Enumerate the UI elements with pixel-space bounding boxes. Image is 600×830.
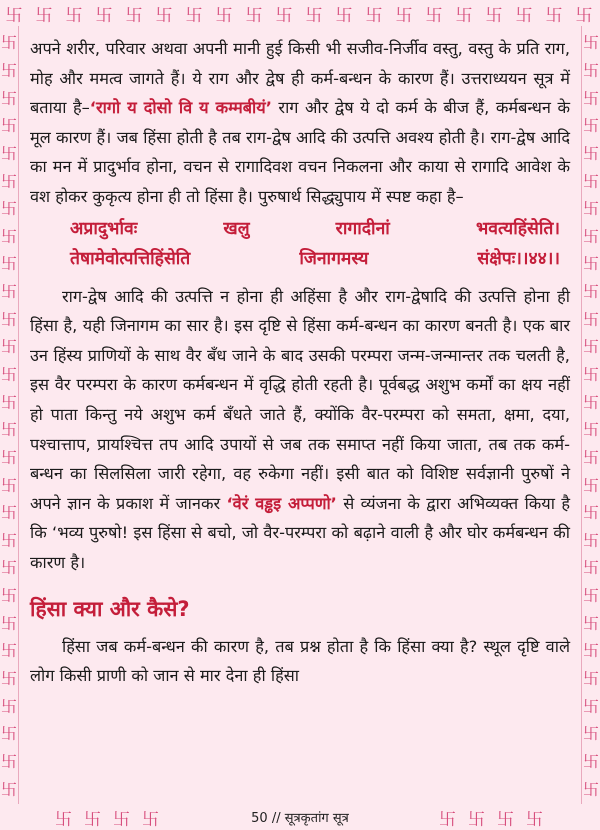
swastika-icon: 卐 bbox=[0, 420, 17, 440]
swastika-icon: 卐 bbox=[582, 33, 599, 53]
swastika-icon: 卐 bbox=[582, 586, 599, 606]
paragraph-2-text: राग-द्वेष आदि की उत्पत्ति न होना ही अहिंसा है और राग-द्वेषादि की उत्पत्ति होना ही हिंसा है, यही जिनागम का सार है। इस दृष्टि से हिंसा कर्म-बन्धन का कारण बनती है। एक बार उन हिंस्य प्राणियों के साथ वैर बँध जाने के बाद उसकी परम्परा जन्म-जन्मान्तर तक चलती है, इस वैर परम्परा के कारण कर्मबन्धन में वृद्धि होती रहती है। पूर्वबद्ध अशुभ कर्मों का क्षय नहीं हो पाता किन्तु नये अशुभ कर्म बँधते जाते हैं, क्योंकि वैर-परम्परा को समता, क्षमा, दया, पश्चात्ताप, प्रायश्चित्त तप आदि उपायों से जब तक समाप्त नहीं किया जाता, तब तक कर्म-बन्धन का सिलसिला जारी रहेगा, वह रुकेगा नहीं। इसी बात को विशिष्ट सर्वज्ञानी पुरुषों ने अपने ज्ञान के प्रकाश में जानकर bbox=[30, 286, 570, 513]
page-footer: 50 // सूत्रकृतांग सूत्र bbox=[251, 811, 349, 826]
swastika-icon: 卐 bbox=[0, 116, 17, 136]
swastika-icon: 卐 bbox=[439, 809, 458, 830]
paragraph-3: हिंसा जब कर्म-बन्धन की कारण है, तब प्रश्न होता है कि हिंसा क्या है? स्थूल दृष्टि वाले लोग किसी प्राणी को जान से मार देना ही हिंसा bbox=[30, 636, 570, 686]
quote-veram: ‘वेरं वड्ढइ अप्पणो’ bbox=[226, 493, 337, 513]
swastika-icon: 卐 bbox=[468, 809, 487, 830]
swastika-icon: 卐 bbox=[0, 392, 17, 412]
swastika-icon: 卐 bbox=[582, 558, 599, 578]
swastika-icon: 卐 bbox=[582, 199, 599, 219]
swastika-icon: 卐 bbox=[526, 809, 545, 830]
swastika-icon: 卐 bbox=[582, 337, 599, 357]
swastika-icon: 卐 bbox=[582, 475, 599, 495]
swastika-icon: 卐 bbox=[0, 365, 17, 384]
left-ornament-border bbox=[0, 28, 18, 802]
swastika-icon: 卐 bbox=[0, 669, 17, 689]
paragraph-1 bbox=[30, 34, 570, 212]
swastika-icon: 卐 bbox=[113, 809, 132, 830]
swastika-icon: 卐 bbox=[582, 530, 599, 550]
quote-ragoya: ‘रागो य दोसो वि य कम्मबीयं’ bbox=[89, 98, 272, 118]
swastika-icon: 卐 bbox=[582, 309, 599, 329]
swastika-icon: 卐 bbox=[582, 641, 599, 661]
swastika-icon: 卐 bbox=[582, 724, 599, 744]
swastika-icon: 卐 bbox=[582, 226, 599, 246]
top-ornament-border bbox=[0, 0, 600, 26]
swastika-icon: 卐 bbox=[0, 60, 17, 80]
swastika-icon: 卐 bbox=[0, 447, 17, 467]
verse-word: रागादीनां bbox=[335, 218, 390, 239]
swastika-icon: 卐 bbox=[0, 558, 17, 578]
swastika-icon: 卐 bbox=[575, 5, 595, 26]
swastika-icon: 卐 bbox=[582, 143, 599, 163]
swastika-icon: 卐 bbox=[582, 60, 599, 80]
swastika-icon: 卐 bbox=[125, 5, 145, 26]
swastika-icon: 卐 bbox=[245, 5, 265, 26]
paragraph-1-text: अपने शरीर, परिवार अथवा अपनी मानी हुई किसी भी सजीव-निर्जीव वस्तु, वस्तु के प्रति राग, मोह और ममत्व जागते हैं। ये राग और द्वेष ही कर्म-बन्धन के कारण हैं। उत्तराध्ययन सूत्र में बताया है– bbox=[30, 39, 570, 118]
swastika-icon: 卐 bbox=[275, 5, 295, 26]
swastika-icon: 卐 bbox=[0, 779, 17, 799]
swastika-icon: 卐 bbox=[0, 254, 17, 274]
swastika-icon: 卐 bbox=[582, 365, 599, 384]
swastika-icon: 卐 bbox=[142, 809, 161, 830]
swastika-icon: 卐 bbox=[55, 809, 74, 830]
sanskrit-verse bbox=[30, 214, 570, 274]
swastika-icon: 卐 bbox=[215, 5, 235, 26]
swastika-icon: 卐 bbox=[582, 779, 599, 799]
swastika-icon: 卐 bbox=[0, 530, 17, 550]
swastika-icon: 卐 bbox=[515, 5, 535, 26]
swastika-icon: 卐 bbox=[0, 33, 17, 53]
swastika-icon: 卐 bbox=[95, 5, 115, 26]
swastika-icon: 卐 bbox=[155, 5, 175, 26]
swastika-icon: 卐 bbox=[0, 199, 17, 219]
swastika-icon: 卐 bbox=[425, 5, 445, 26]
swastika-icon: 卐 bbox=[0, 282, 17, 302]
swastika-icon: 卐 bbox=[0, 613, 17, 633]
swastika-icon: 卐 bbox=[0, 88, 17, 108]
page-body bbox=[30, 34, 570, 691]
swastika-icon: 卐 bbox=[582, 503, 599, 523]
swastika-icon: 卐 bbox=[485, 5, 505, 26]
swastika-icon: 卐 bbox=[335, 5, 355, 26]
swastika-icon: 卐 bbox=[395, 5, 415, 26]
section-heading: हिंसा क्या और कैसे? bbox=[30, 596, 190, 621]
swastika-icon: 卐 bbox=[35, 5, 55, 26]
swastika-icon: 卐 bbox=[5, 5, 25, 26]
swastika-icon: 卐 bbox=[582, 669, 599, 689]
swastika-icon: 卐 bbox=[582, 282, 599, 302]
swastika-icon: 卐 bbox=[305, 5, 325, 26]
swastika-icon: 卐 bbox=[582, 613, 599, 633]
swastika-icon: 卐 bbox=[0, 641, 17, 661]
swastika-icon: 卐 bbox=[582, 116, 599, 136]
swastika-icon: 卐 bbox=[0, 337, 17, 357]
paragraph-1-text-cont: राग और द्वेष ये दो कर्म के बीज हैं, कर्मबन्धन के मूल कारण हैं। जब हिंसा होती है तब राग-द्वेष आदि की उत्पत्ति अवश्य होती है। राग-द्वेष आदि का मन में प्रादुर्भाव होना, वचन से रागादिवश वचन निकलना और काया से रागादि आवेश के वश होकर कुकृत्य होना ही तो हिंसा है। पुरुषार्थ सिद्ध्युपाय में स्पष्ट कहा है– bbox=[30, 98, 570, 206]
swastika-icon: 卐 bbox=[0, 143, 17, 163]
verse-word: तेषामेवोत्पत्तिहिंसेति bbox=[70, 248, 191, 269]
verse-word: खलु bbox=[223, 218, 250, 239]
verse-word: जिनागमस्य bbox=[299, 248, 369, 269]
swastika-icon: 卐 bbox=[582, 447, 599, 467]
swastika-icon: 卐 bbox=[582, 171, 599, 191]
swastika-icon: 卐 bbox=[65, 5, 85, 26]
swastika-icon: 卐 bbox=[0, 724, 17, 744]
swastika-icon: 卐 bbox=[0, 751, 17, 771]
swastika-icon: 卐 bbox=[0, 226, 17, 246]
verse-word: अप्रादुर्भावः bbox=[70, 218, 138, 239]
swastika-icon: 卐 bbox=[0, 171, 17, 191]
verse-word: संक्षेपः।।४४।। bbox=[477, 248, 560, 269]
swastika-icon: 卐 bbox=[0, 503, 17, 523]
swastika-icon: 卐 bbox=[0, 696, 17, 716]
swastika-icon: 卐 bbox=[0, 586, 17, 606]
swastika-icon: 卐 bbox=[497, 809, 516, 830]
swastika-icon: 卐 bbox=[545, 5, 565, 26]
swastika-icon: 卐 bbox=[582, 696, 599, 716]
swastika-icon: 卐 bbox=[455, 5, 475, 26]
swastika-icon: 卐 bbox=[0, 475, 17, 495]
swastika-icon: 卐 bbox=[365, 5, 385, 26]
swastika-icon: 卐 bbox=[84, 809, 103, 830]
verse-word: भवत्यहिंसेति। bbox=[475, 218, 560, 239]
right-ornament-border bbox=[582, 28, 600, 802]
verse-line-1 bbox=[70, 214, 560, 244]
swastika-icon: 卐 bbox=[582, 392, 599, 412]
swastika-icon: 卐 bbox=[582, 88, 599, 108]
swastika-icon: 卐 bbox=[185, 5, 205, 26]
paragraph-2 bbox=[30, 282, 570, 578]
verse-line-2 bbox=[70, 244, 560, 274]
swastika-icon: 卐 bbox=[582, 420, 599, 440]
paragraph-2-text-cont: से व्यंजना के द्वारा अभिव्यक्त किया है कि ‘भव्य पुरुषो! इस हिंसा से बचो, जो वैर-परम्परा को बढ़ाने वाली है और घोर कर्मबन्धन की कारण है। bbox=[30, 493, 570, 572]
swastika-icon: 卐 bbox=[0, 309, 17, 329]
swastika-icon: 卐 bbox=[582, 751, 599, 771]
swastika-icon: 卐 bbox=[582, 254, 599, 274]
